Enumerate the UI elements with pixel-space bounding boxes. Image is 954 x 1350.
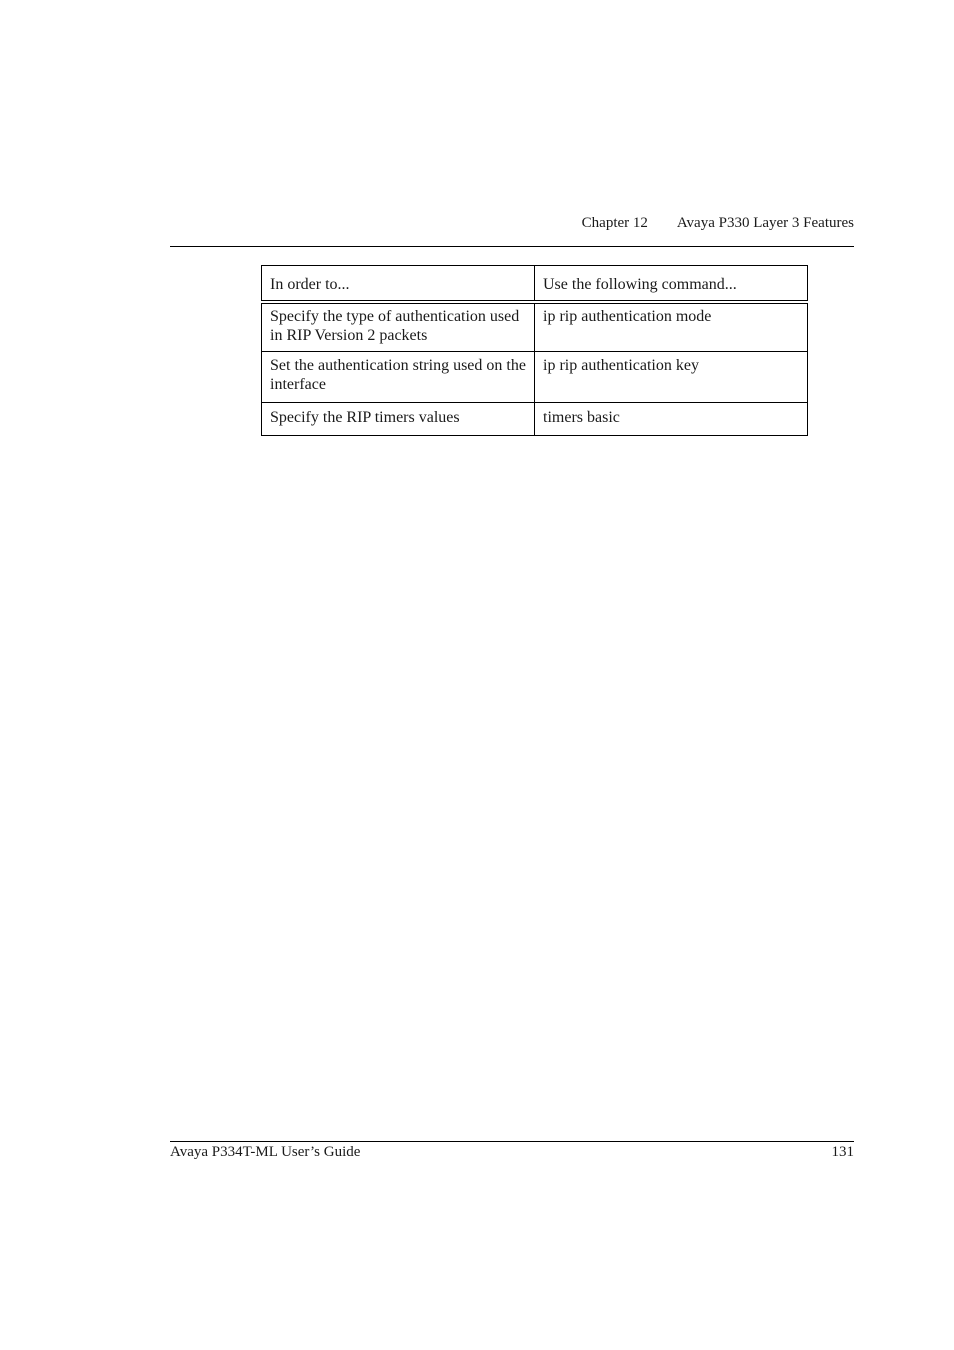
task-cell: Specify the type of authentication used in RIP Version 2 packets (262, 302, 535, 352)
command-cell: ip rip authentication mode (535, 302, 808, 352)
column-header-task: In order to... (262, 266, 535, 302)
task-cell: Set the authentication string used on the interface (262, 352, 535, 403)
running-header (582, 215, 854, 232)
header-divider (170, 246, 854, 247)
command-cell: timers basic (535, 403, 808, 436)
page-number: 131 (831, 1144, 854, 1160)
table-header-row (262, 266, 808, 302)
table-row (262, 352, 808, 403)
column-header-command: Use the following command... (535, 266, 808, 302)
chapter-label: Chapter 12 (581, 215, 648, 231)
table-row (262, 403, 808, 436)
command-cell: ip rip authentication key (535, 352, 808, 403)
command-table (261, 265, 808, 436)
footer-divider (170, 1141, 854, 1142)
table-row (262, 302, 808, 352)
footer-guide-title: Avaya P334T-ML User’s Guide (170, 1144, 361, 1160)
section-title: Avaya P330 Layer 3 Features (676, 215, 854, 231)
task-cell: Specify the RIP timers values (262, 403, 535, 436)
